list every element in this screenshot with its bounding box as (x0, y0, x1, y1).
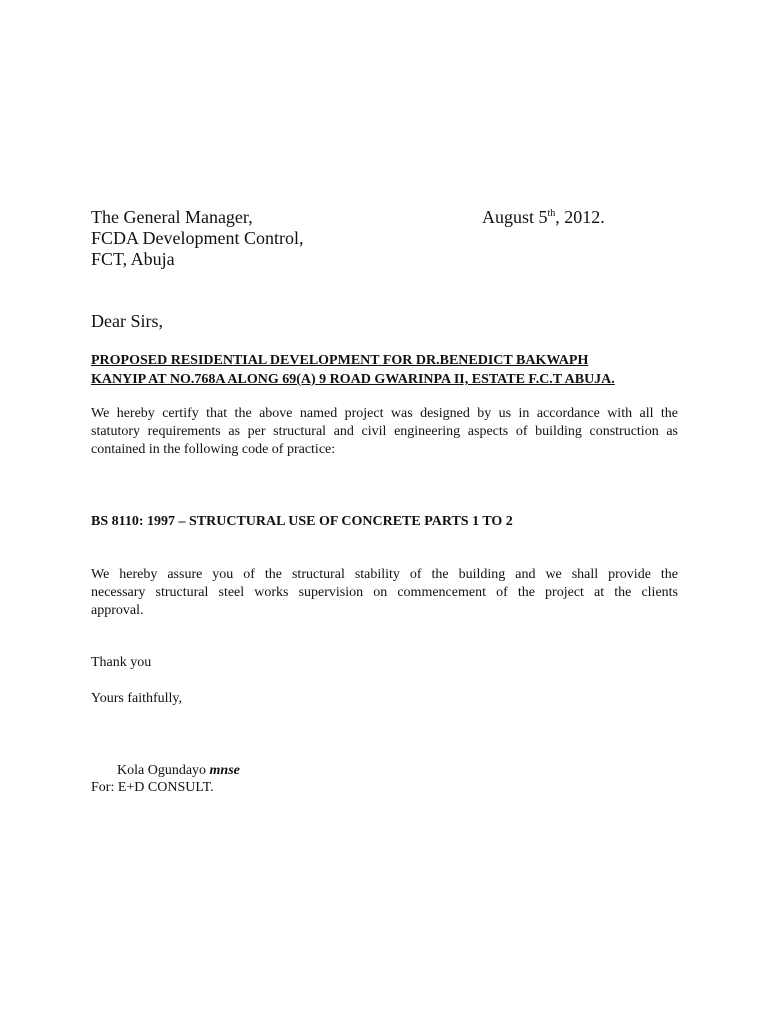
recipient-address (91, 207, 304, 270)
closing-line: Yours faithfully, (91, 691, 183, 706)
signatory-name: Kola Ogundayo (117, 763, 207, 778)
subject-line-2: KANYIP AT NO.768A ALONG 69(A) 9 ROAD GWARINPA II, ESTATE F.C.T ABUJA. (91, 372, 615, 387)
salutation: Dear Sirs, (91, 311, 163, 331)
letter-date (482, 207, 605, 228)
signatory-title: mnse (209, 763, 240, 778)
subject-line-1: PROPOSED RESIDENTIAL DEVELOPMENT FOR DR.BENEDICT BAKWAPH (91, 353, 589, 368)
paragraph1-line-1: We hereby certify that the above named project was designed by us in accordance with all the (91, 406, 678, 421)
date-prefix: August 5 (482, 207, 548, 227)
date-suffix: , 2012. (555, 207, 605, 227)
paragraph1-line-3: contained in the following code of practice: (91, 442, 336, 457)
recipient-line-2: FCDA Development Control, (91, 228, 304, 248)
code-of-practice: BS 8110: 1997 – STRUCTURAL USE OF CONCRETE PARTS 1 TO 2 (91, 514, 513, 529)
signatory (117, 763, 240, 779)
company-line: For: E+D CONSULT. (91, 780, 214, 795)
date-superscript: th (547, 208, 556, 219)
paragraph2-line-2: necessary structural steel works supervision on commencement of the project at the clients (91, 585, 678, 600)
recipient-line-1: The General Manager, (91, 207, 253, 227)
recipient-line-3: FCT, Abuja (91, 249, 175, 269)
subject-heading (91, 351, 615, 389)
thanks-line: Thank you (91, 655, 152, 670)
paragraph1-line-2: statutory requirements as per structural and civil engineering aspects of building construction as (91, 424, 678, 439)
assurance-paragraph (91, 566, 678, 620)
paragraph2-line-3: approval. (91, 603, 144, 618)
paragraph2-line-1: We hereby assure you of the structural stability of the building and we shall provide the (91, 567, 678, 582)
certification-paragraph (91, 405, 678, 459)
